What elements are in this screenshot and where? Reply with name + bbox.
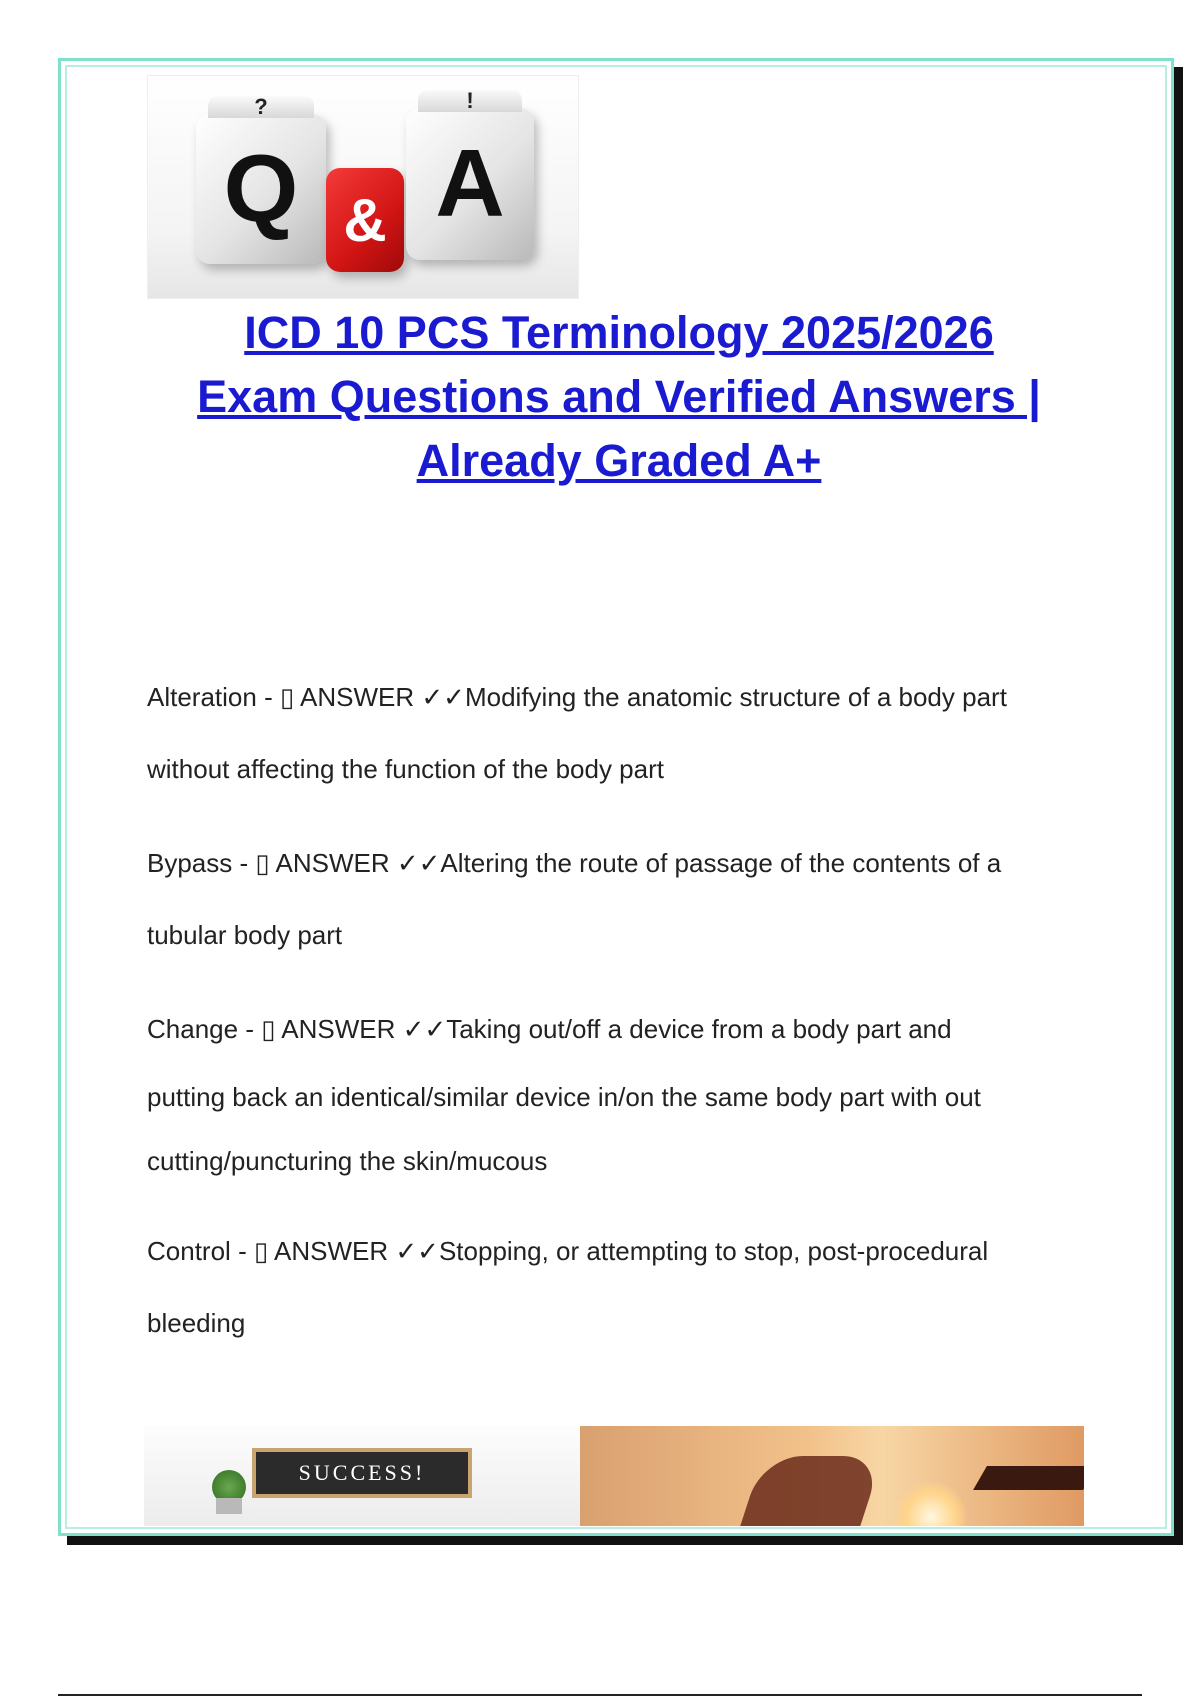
answer-marker: - ▯ ANSWER ✓✓: [245, 1014, 447, 1044]
die-a: [406, 108, 534, 260]
qa-item-alteration: [147, 661, 1107, 805]
title-line-3[interactable]: Already Graded A+: [416, 435, 822, 486]
qa-answer-line-1: Modifying the anatomic structure of a body part: [464, 682, 1007, 712]
die-a-top-glyph: !: [418, 90, 522, 112]
qa-term: Change: [147, 1014, 239, 1044]
document-title[interactable]: [101, 301, 1137, 493]
qa-answer-line-3: cutting/puncturing the skin/mucous: [147, 1146, 548, 1176]
answer-marker: - ▯ ANSWER ✓✓: [239, 848, 441, 878]
qa-answer-line-1: Altering the route of passage of the contents of a: [440, 848, 1002, 878]
graduate-silhouette: [737, 1456, 883, 1526]
page-frame: [58, 58, 1174, 1536]
qa-answer-line-2: putting back an identical/similar device in/on the same body part with out: [147, 1082, 981, 1112]
qa-item-change: [147, 993, 1107, 1193]
qa-line: [147, 1215, 1107, 1287]
answer-marker: - ▯ ANSWER ✓✓: [238, 1236, 439, 1266]
success-banner-image: [144, 1426, 1084, 1526]
chalkboard-sign: SUCCESS!: [252, 1448, 472, 1498]
die-amp: [326, 168, 404, 272]
sunset-glow: [896, 1482, 966, 1526]
qa-term: Control: [147, 1236, 231, 1266]
qa-list: [147, 661, 1107, 1381]
plant-pot-icon: [216, 1498, 242, 1514]
qa-line: [147, 661, 1107, 733]
qa-line: [147, 827, 1107, 899]
die-q-letter: Q: [223, 135, 299, 242]
page-bottom-rule: [58, 1694, 1142, 1696]
answer-marker: - ▯ ANSWER ✓✓: [264, 682, 465, 712]
qa-answer-line-1: Taking out/off a device from a body part and: [446, 1014, 952, 1044]
qa-answer-line-2: bleeding: [147, 1308, 246, 1338]
die-a-letter: A: [435, 130, 505, 237]
banner-chalkboard-photo: [144, 1426, 580, 1526]
qa-answer-line-2: tubular body part: [147, 920, 343, 950]
qa-answer-line-1: Stopping, or attempting to stop, post-procedural: [438, 1236, 989, 1266]
qa-term: Alteration: [147, 682, 257, 712]
die-q: [196, 114, 326, 264]
qa-term: Bypass: [147, 848, 233, 878]
graduation-cap-icon: [973, 1466, 1084, 1490]
qa-item-bypass: [147, 827, 1107, 971]
banner-graduate-photo: [580, 1426, 1084, 1526]
die-q-top-glyph: ?: [208, 96, 314, 118]
die-amp-symbol: &: [343, 186, 387, 254]
qa-item-control: [147, 1215, 1107, 1359]
qa-line: [147, 993, 1107, 1065]
qa-answer-line-2: without affecting the function of the body part: [147, 754, 664, 784]
title-line-1[interactable]: ICD 10 PCS Terminology 2025/2026: [244, 307, 994, 358]
title-line-2[interactable]: Exam Questions and Verified Answers |: [197, 371, 1041, 422]
qa-dice-image: [147, 75, 579, 299]
